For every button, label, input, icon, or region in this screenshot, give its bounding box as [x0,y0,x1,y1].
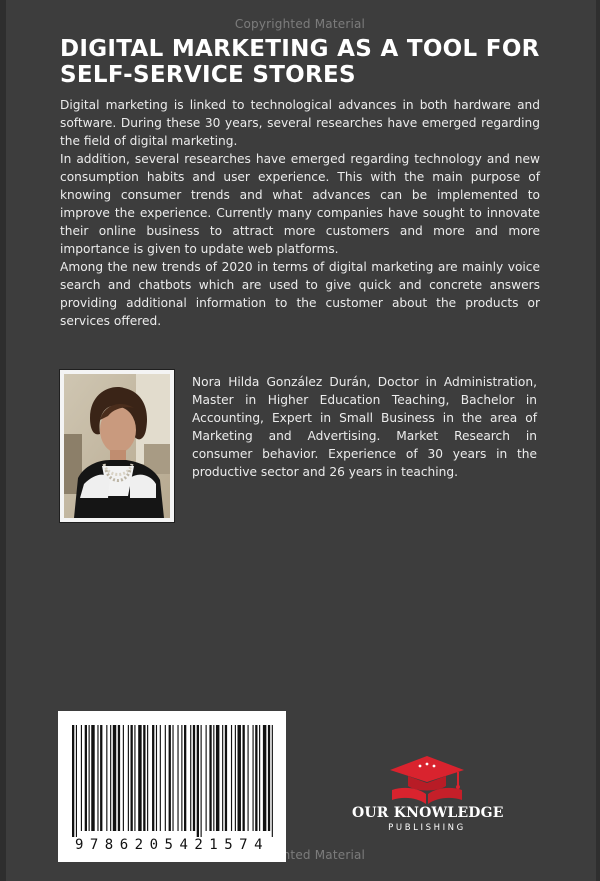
barcode-bar [100,725,102,831]
author-bio: Nora Hilda González Durán, Doctor in Administration, Master in Higher Education Teaching, Bachelor in Accounting, Expert in Small Business in the area of Marketing and Advertising. Market Research in consumer behavior. Experience of 30 years in the productive sector and 26 years in teaching. [192,375,537,479]
publisher-logo [352,752,502,842]
barcode-bar [97,725,98,831]
barcode-bar [184,725,186,831]
barcode-bar [231,725,232,831]
watermark-top: Copyrighted Material [234,17,366,31]
barcode-bar [85,725,87,831]
barcode-bar [91,725,94,831]
author-photo [60,370,174,522]
publisher-name: OUR KNOWLEDGE [352,805,504,821]
barcode-bar [113,725,116,831]
barcode-bar [259,725,260,831]
barcode-bar [177,725,178,831]
barcode-bar [209,725,211,831]
barcode-bar [165,725,166,831]
barcode-bar [216,725,219,831]
barcode-bar [160,725,161,831]
barcode-bar [76,725,77,837]
barcode-bar [248,725,249,831]
barcode-bar [190,725,191,831]
barcode-bar [138,725,141,831]
barcode-bar [118,725,120,831]
isbn-number: 9786205421574 [74,837,270,853]
barcode-bar [238,725,241,831]
barcode-bar [272,725,273,837]
barcode-bar [134,725,135,831]
barcode-bar [253,725,254,831]
barcode-bar [156,725,157,831]
author-portrait-image [64,374,170,518]
barcode-bar [172,725,173,831]
isbn-barcode [58,711,286,862]
barcode-bar [222,725,223,831]
barcode-bar [131,725,133,831]
barcode-bar [72,725,74,837]
barcode-bar [201,725,202,837]
barcode-bar [213,725,214,831]
barcode-bar [152,725,154,831]
barcode-bar [255,725,257,831]
barcode-bar [263,725,266,831]
barcode-bar [181,725,182,831]
barcode-bar [197,725,199,837]
barcode-bar [123,725,124,831]
barcode-bar [143,725,145,831]
barcode-bars [58,711,286,841]
description-paragraph: In addition, several researches have emerged regarding technology and new consumption habits and user experience. This with the main purpose of knowing consumer trends and what advances can be implemented to improve the experience. Currently many companies have sought to innovate their online business to attract more customers and more and more importance is given to update web platforms. [60,152,540,256]
barcode-bar [235,725,236,831]
barcode-bar [110,725,111,831]
barcode-bar [243,725,245,831]
description-paragraph: Digital marketing is linked to technological advances in both hardware and software. During these 30 years, several researches have emerged regarding the field of digital marketing. [60,98,540,148]
book-description [60,96,540,330]
barcode-bar [81,725,82,831]
watermark-bottom: Copyrighted Material [234,848,366,862]
graduation-cap-book-icon [352,752,502,808]
barcode-bar [225,725,227,831]
publisher-subtitle: PUBLISHING [388,823,466,833]
description-paragraph: Among the new trends of 2020 in terms of digital marketing are mainly voice search and chatbots which are used to give quick and concrete answers providing additional information to the customer about the products or services offered. [60,260,540,328]
barcode-bar [128,725,129,831]
barcode-bar [147,725,148,831]
barcode-bar [106,725,107,831]
barcode-bar [89,725,90,831]
barcode-bar [193,725,195,831]
barcode-bar [268,725,270,831]
barcode-bar [169,725,171,831]
book-title: DIGITAL MARKETING AS A TOOL FOR SELF-SERVICE STORES [60,36,540,88]
barcode-bar [206,725,207,831]
